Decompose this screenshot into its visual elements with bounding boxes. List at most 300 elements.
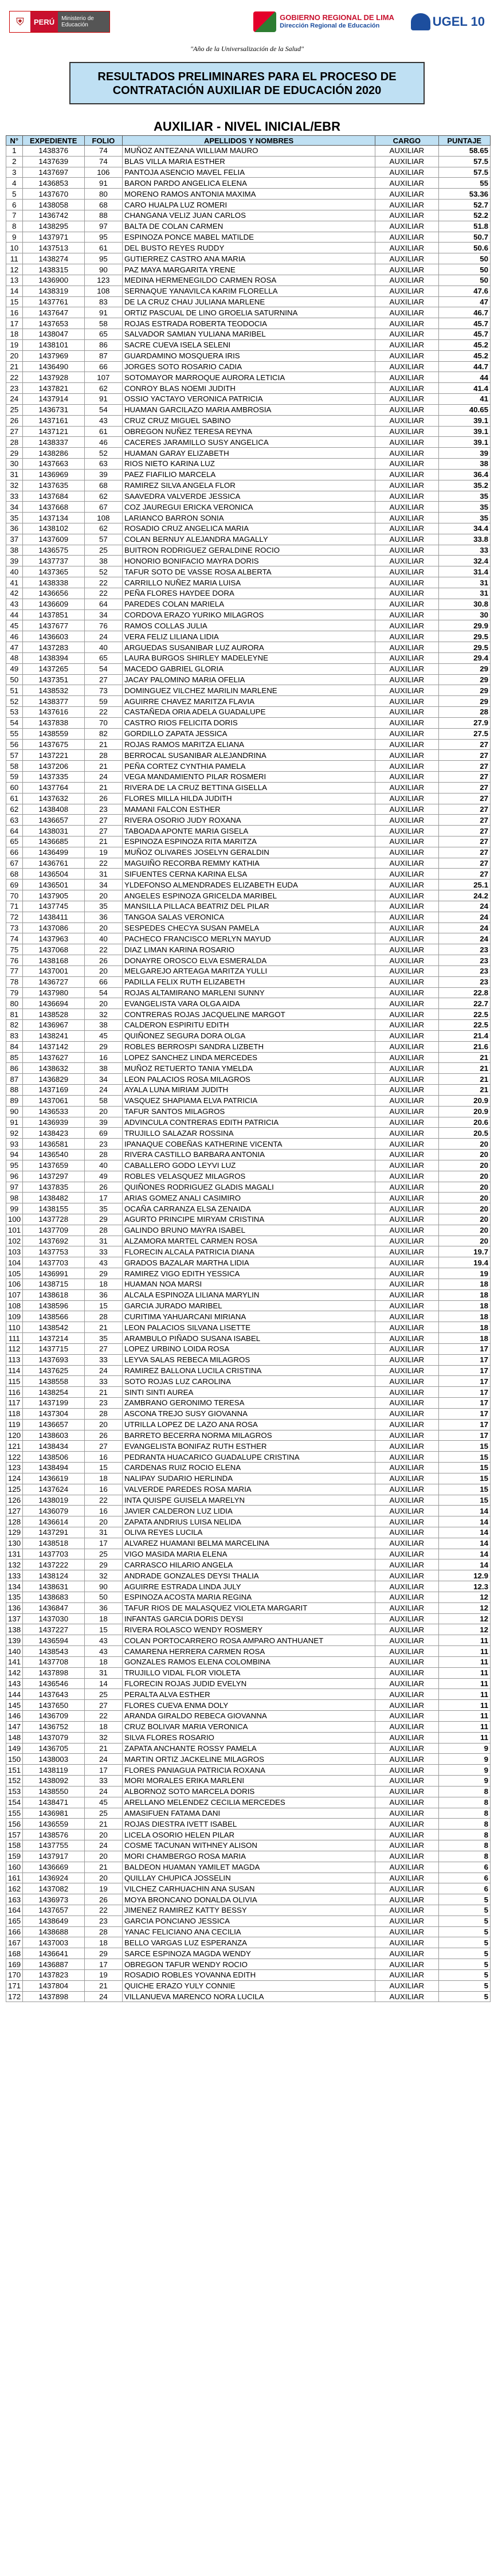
cell-cargo: AUXILIAR bbox=[375, 1506, 438, 1516]
table-row bbox=[6, 1635, 491, 1646]
cell-row-num: 35 bbox=[6, 513, 23, 523]
cell-row-num: 128 bbox=[6, 1516, 23, 1527]
cell-puntaje: 29.5 bbox=[438, 631, 490, 642]
cell-folio: 31 bbox=[84, 1527, 122, 1538]
cell-puntaje: 31.4 bbox=[438, 566, 490, 577]
cell-row-num: 105 bbox=[6, 1268, 23, 1279]
title-line1: RESULTADOS PRELIMINARES PARA EL PROCESO DE bbox=[97, 71, 397, 83]
cell-row-num: 163 bbox=[6, 1894, 23, 1905]
cell-row-num: 6 bbox=[6, 200, 23, 210]
table-row bbox=[6, 912, 491, 922]
table-row bbox=[6, 772, 491, 783]
cell-row-num: 169 bbox=[6, 1959, 23, 1970]
cell-row-num: 33 bbox=[6, 491, 23, 502]
cell-folio: 22 bbox=[84, 858, 122, 869]
cell-folio: 35 bbox=[84, 901, 122, 912]
table-row bbox=[6, 707, 491, 718]
cell-folio: 24 bbox=[84, 1840, 122, 1851]
table-row bbox=[6, 1602, 491, 1613]
cell-folio: 61 bbox=[84, 243, 122, 253]
table-row bbox=[6, 761, 491, 772]
cell-folio: 35 bbox=[84, 1203, 122, 1214]
cell-folio: 16 bbox=[84, 1052, 122, 1063]
cell-puntaje: 34.4 bbox=[438, 523, 490, 534]
cell-row-num: 130 bbox=[6, 1538, 23, 1549]
table-row bbox=[6, 793, 491, 804]
cell-expediente: 1437003 bbox=[22, 1937, 84, 1948]
cell-nombre: GRADOS BAZALAR MARTHA LIDIA bbox=[122, 1257, 375, 1268]
table-row bbox=[6, 296, 491, 307]
cell-folio: 31 bbox=[84, 1236, 122, 1246]
cell-row-num: 9 bbox=[6, 232, 23, 243]
cell-folio: 62 bbox=[84, 491, 122, 502]
cell-row-num: 156 bbox=[6, 1819, 23, 1830]
cell-nombre: CALDERON ESPIRITU EDITH bbox=[122, 1020, 375, 1031]
cell-cargo: AUXILIAR bbox=[375, 156, 438, 167]
cell-nombre: RIVERA OSORIO JUDY ROXANA bbox=[122, 815, 375, 826]
cell-cargo: AUXILIAR bbox=[375, 674, 438, 685]
table-row bbox=[6, 1592, 491, 1602]
cell-folio: 31 bbox=[84, 869, 122, 879]
cell-nombre: VILLANUEVA MARENCO NORA LUCILA bbox=[122, 1991, 375, 2002]
cell-expediente: 1436924 bbox=[22, 1873, 84, 1883]
table-row bbox=[6, 275, 491, 286]
cell-row-num: 21 bbox=[6, 361, 23, 372]
cell-folio: 24 bbox=[84, 1991, 122, 2002]
cell-puntaje: 44.7 bbox=[438, 361, 490, 372]
cell-cargo: AUXILIAR bbox=[375, 642, 438, 653]
cell-expediente: 1438338 bbox=[22, 577, 84, 588]
cell-row-num: 157 bbox=[6, 1830, 23, 1840]
cell-puntaje: 27 bbox=[438, 869, 490, 879]
cell-cargo: AUXILIAR bbox=[375, 955, 438, 966]
cell-puntaje: 27 bbox=[438, 826, 490, 836]
cell-expediente: 1437657 bbox=[22, 1905, 84, 1916]
table-row bbox=[6, 1776, 491, 1787]
cell-row-num: 81 bbox=[6, 1009, 23, 1020]
cell-nombre: SARCE ESPINOZA MAGDA WENDY bbox=[122, 1948, 375, 1959]
cell-cargo: AUXILIAR bbox=[375, 901, 438, 912]
table-row bbox=[6, 1916, 491, 1926]
cell-cargo: AUXILIAR bbox=[375, 1873, 438, 1883]
cell-cargo: AUXILIAR bbox=[375, 1052, 438, 1063]
cell-puntaje: 38 bbox=[438, 459, 490, 470]
cell-folio: 21 bbox=[84, 1862, 122, 1873]
table-row bbox=[6, 178, 491, 189]
cell-row-num: 85 bbox=[6, 1052, 23, 1063]
table-row bbox=[6, 577, 491, 588]
cell-nombre: ROBLES VELASQUEZ MILAGROS bbox=[122, 1171, 375, 1182]
cell-row-num: 71 bbox=[6, 901, 23, 912]
cell-folio: 24 bbox=[84, 631, 122, 642]
cell-folio: 29 bbox=[84, 1948, 122, 1959]
cell-row-num: 91 bbox=[6, 1117, 23, 1128]
cell-expediente: 1437917 bbox=[22, 1851, 84, 1862]
cell-row-num: 113 bbox=[6, 1354, 23, 1365]
cell-cargo: AUXILIAR bbox=[375, 502, 438, 513]
cell-folio: 27 bbox=[84, 1441, 122, 1452]
cell-row-num: 44 bbox=[6, 609, 23, 620]
cell-folio: 74 bbox=[84, 156, 122, 167]
table-row bbox=[6, 750, 491, 761]
cell-cargo: AUXILIAR bbox=[375, 836, 438, 847]
table-row bbox=[6, 1819, 491, 1830]
cell-folio: 20 bbox=[84, 1830, 122, 1840]
cell-folio: 28 bbox=[84, 750, 122, 761]
cell-folio: 18 bbox=[84, 1721, 122, 1732]
cell-folio: 33 bbox=[84, 1776, 122, 1787]
cell-folio: 91 bbox=[84, 307, 122, 318]
cell-row-num: 32 bbox=[6, 480, 23, 491]
table-row bbox=[6, 652, 491, 663]
cell-folio: 57 bbox=[84, 534, 122, 545]
cell-row-num: 75 bbox=[6, 944, 23, 955]
cell-puntaje: 45.2 bbox=[438, 339, 490, 350]
cell-cargo: AUXILIAR bbox=[375, 1246, 438, 1257]
cell-expediente: 1436694 bbox=[22, 998, 84, 1009]
cell-row-num: 3 bbox=[6, 167, 23, 178]
cell-row-num: 14 bbox=[6, 286, 23, 296]
cell-puntaje: 8 bbox=[438, 1808, 490, 1819]
table-row bbox=[6, 243, 491, 253]
cell-nombre: LEON PALACIOS ROSA MILAGROS bbox=[122, 1074, 375, 1085]
cell-row-num: 62 bbox=[6, 804, 23, 815]
cell-row-num: 154 bbox=[6, 1797, 23, 1808]
table-row bbox=[6, 674, 491, 685]
cell-row-num: 126 bbox=[6, 1495, 23, 1506]
cell-row-num: 59 bbox=[6, 772, 23, 783]
cell-nombre: SILVA FLORES ROSARIO bbox=[122, 1732, 375, 1743]
cell-expediente: 1438295 bbox=[22, 221, 84, 232]
cell-row-num: 159 bbox=[6, 1851, 23, 1862]
cell-puntaje: 21 bbox=[438, 1074, 490, 1085]
cell-puntaje: 27.5 bbox=[438, 728, 490, 739]
cell-expediente: 1437206 bbox=[22, 761, 84, 772]
cell-row-num: 22 bbox=[6, 372, 23, 383]
cell-cargo: AUXILIAR bbox=[375, 1160, 438, 1171]
cell-puntaje: 44 bbox=[438, 372, 490, 383]
cell-nombre: DIAZ LIMAN KARINA ROSARIO bbox=[122, 944, 375, 955]
cell-expediente: 1438482 bbox=[22, 1193, 84, 1203]
cell-expediente: 1438596 bbox=[22, 1300, 84, 1311]
cell-expediente: 1437632 bbox=[22, 793, 84, 804]
table-row bbox=[6, 1732, 491, 1743]
cell-expediente: 1437291 bbox=[22, 1527, 84, 1538]
table-row bbox=[6, 1300, 491, 1311]
cell-expediente: 1437627 bbox=[22, 1052, 84, 1063]
cell-cargo: AUXILIAR bbox=[375, 1354, 438, 1365]
cell-cargo: AUXILIAR bbox=[375, 1063, 438, 1074]
cell-nombre: ARANDA GIRALDO REBECA GIOVANNA bbox=[122, 1711, 375, 1722]
cell-nombre: AGUIRRE ESTRADA LINDA JULY bbox=[122, 1581, 375, 1592]
cell-folio: 23 bbox=[84, 804, 122, 815]
cell-expediente: 1437728 bbox=[22, 1214, 84, 1225]
cell-folio: 108 bbox=[84, 513, 122, 523]
cell-puntaje: 27 bbox=[438, 761, 490, 772]
cell-expediente: 1438319 bbox=[22, 286, 84, 296]
cell-row-num: 55 bbox=[6, 728, 23, 739]
cell-puntaje: 18 bbox=[438, 1289, 490, 1300]
cell-row-num: 158 bbox=[6, 1840, 23, 1851]
cell-folio: 66 bbox=[84, 976, 122, 987]
cell-row-num: 121 bbox=[6, 1441, 23, 1452]
cell-puntaje: 29 bbox=[438, 696, 490, 707]
cell-expediente: 1438434 bbox=[22, 1441, 84, 1452]
cell-nombre: VALVERDE PAREDES ROSA MARIA bbox=[122, 1484, 375, 1495]
cell-nombre: PANTOJA ASENCIO MAVEL FELIA bbox=[122, 167, 375, 178]
cell-folio: 38 bbox=[84, 1063, 122, 1074]
cell-folio: 73 bbox=[84, 685, 122, 696]
cell-cargo: AUXILIAR bbox=[375, 965, 438, 976]
cell-puntaje: 27 bbox=[438, 739, 490, 750]
cell-puntaje: 14 bbox=[438, 1559, 490, 1570]
cell-puntaje: 15 bbox=[438, 1452, 490, 1463]
cell-cargo: AUXILIAR bbox=[375, 339, 438, 350]
cell-expediente: 1437625 bbox=[22, 1365, 84, 1376]
cell-expediente: 1437214 bbox=[22, 1333, 84, 1344]
table-row bbox=[6, 631, 491, 642]
cell-nombre: CAMARENA HERRERA CARMEN ROSA bbox=[122, 1646, 375, 1657]
cell-puntaje: 29.9 bbox=[438, 620, 490, 631]
cell-nombre: VASQUEZ SHAPIAMA ELVA PATRICIA bbox=[122, 1095, 375, 1106]
cell-nombre: JORGES SOTO ROSARIO CADIA bbox=[122, 361, 375, 372]
table-row bbox=[6, 588, 491, 599]
cell-row-num: 16 bbox=[6, 307, 23, 318]
cell-puntaje: 20 bbox=[438, 1171, 490, 1182]
cell-cargo: AUXILIAR bbox=[375, 1948, 438, 1959]
cell-row-num: 60 bbox=[6, 782, 23, 793]
table-row bbox=[6, 200, 491, 210]
cell-puntaje: 5 bbox=[438, 1894, 490, 1905]
cell-puntaje: 11 bbox=[438, 1700, 490, 1711]
cell-row-num: 10 bbox=[6, 243, 23, 253]
cell-folio: 18 bbox=[84, 1279, 122, 1289]
table-row bbox=[6, 448, 491, 459]
cell-puntaje: 5 bbox=[438, 1980, 490, 1991]
cell-puntaje: 12 bbox=[438, 1624, 490, 1635]
cell-expediente: 1438566 bbox=[22, 1311, 84, 1322]
cell-puntaje: 14 bbox=[438, 1527, 490, 1538]
cell-cargo: AUXILIAR bbox=[375, 1786, 438, 1797]
cell-cargo: AUXILIAR bbox=[375, 1808, 438, 1819]
cell-nombre: PEÑA FLORES HAYDEE DORA bbox=[122, 588, 375, 599]
year-motto: "Año de la Universalización de la Salud" bbox=[190, 45, 304, 53]
table-row bbox=[6, 1214, 491, 1225]
cell-folio: 24 bbox=[84, 1365, 122, 1376]
cell-row-num: 15 bbox=[6, 296, 23, 307]
cell-folio: 43 bbox=[84, 1257, 122, 1268]
cell-nombre: LEYVA SALAS REBECA MILAGROS bbox=[122, 1354, 375, 1365]
table-row bbox=[6, 394, 491, 405]
cell-nombre: ORTIZ PASCUAL DE LINO GROELIA SATURNINA bbox=[122, 307, 375, 318]
table-row bbox=[6, 1398, 491, 1409]
cell-puntaje: 24 bbox=[438, 912, 490, 922]
cell-puntaje: 15 bbox=[438, 1463, 490, 1473]
cell-puntaje: 23 bbox=[438, 944, 490, 955]
cell-cargo: AUXILIAR bbox=[375, 1139, 438, 1150]
cell-row-num: 50 bbox=[6, 674, 23, 685]
table-row bbox=[6, 318, 491, 329]
cell-expediente: 1436829 bbox=[22, 1074, 84, 1085]
cell-folio: 52 bbox=[84, 448, 122, 459]
cell-row-num: 72 bbox=[6, 912, 23, 922]
cell-expediente: 1436969 bbox=[22, 469, 84, 480]
cell-expediente: 1437851 bbox=[22, 609, 84, 620]
cell-nombre: PEÑA CORTEZ CYNTHIA PAMELA bbox=[122, 761, 375, 772]
cell-nombre: ALCALA ESPINOZA LILIANA MARYLIN bbox=[122, 1289, 375, 1300]
col-header-puntaje: PUNTAJE bbox=[438, 136, 490, 146]
cell-puntaje: 40.65 bbox=[438, 404, 490, 415]
table-row bbox=[6, 1937, 491, 1948]
table-row bbox=[6, 1969, 491, 1980]
cell-folio: 64 bbox=[84, 599, 122, 609]
cell-row-num: 56 bbox=[6, 739, 23, 750]
cell-puntaje: 50 bbox=[438, 253, 490, 264]
table-row bbox=[6, 620, 491, 631]
cell-puntaje: 12 bbox=[438, 1613, 490, 1624]
cell-folio: 24 bbox=[84, 1786, 122, 1797]
cell-expediente: 1437980 bbox=[22, 987, 84, 998]
cell-cargo: AUXILIAR bbox=[375, 1678, 438, 1689]
cell-cargo: AUXILIAR bbox=[375, 1700, 438, 1711]
cell-puntaje: 11 bbox=[438, 1667, 490, 1678]
cell-nombre: CONTRERAS ROJAS JACQUELINE MARGOT bbox=[122, 1009, 375, 1020]
cell-folio: 38 bbox=[84, 1020, 122, 1031]
table-row bbox=[6, 534, 491, 545]
cell-puntaje: 6 bbox=[438, 1862, 490, 1873]
cell-puntaje: 51.8 bbox=[438, 221, 490, 232]
cell-folio: 45 bbox=[84, 1030, 122, 1041]
cell-expediente: 1437142 bbox=[22, 1041, 84, 1052]
cell-row-num: 24 bbox=[6, 394, 23, 405]
cell-cargo: AUXILIAR bbox=[375, 620, 438, 631]
cell-cargo: AUXILIAR bbox=[375, 1980, 438, 1991]
cell-row-num: 20 bbox=[6, 350, 23, 361]
cell-puntaje: 27 bbox=[438, 793, 490, 804]
table-row bbox=[6, 1862, 491, 1873]
cell-row-num: 102 bbox=[6, 1236, 23, 1246]
cell-nombre: LARIANCO BARRON SONIA bbox=[122, 513, 375, 523]
cell-nombre: COLAN BERNUY ALEJANDRA MAGALLY bbox=[122, 534, 375, 545]
cell-cargo: AUXILIAR bbox=[375, 1776, 438, 1787]
cell-nombre: UTRILLA LOPEZ DE LAZO ANA ROSA bbox=[122, 1419, 375, 1430]
cell-nombre: BARRETO BECERRA NORMA MILAGROS bbox=[122, 1430, 375, 1441]
cell-folio: 28 bbox=[84, 1311, 122, 1322]
cell-nombre: JACAY PALOMINO MARIA OFELIA bbox=[122, 674, 375, 685]
cell-nombre: VIGO MASIDA MARIA ELENA bbox=[122, 1549, 375, 1559]
cell-row-num: 119 bbox=[6, 1419, 23, 1430]
cell-cargo: AUXILIAR bbox=[375, 826, 438, 836]
cell-row-num: 38 bbox=[6, 545, 23, 556]
cell-nombre: ARAMBULO PIÑADO SUSANA ISABEL bbox=[122, 1333, 375, 1344]
cell-nombre: BALTA DE COLAN CARMEN bbox=[122, 221, 375, 232]
cell-row-num: 12 bbox=[6, 264, 23, 275]
cell-nombre: AGURTO PRINCIPE MIRYAM CRISTINA bbox=[122, 1214, 375, 1225]
cell-nombre: BUITRON RODRIGUEZ GERALDINE ROCIO bbox=[122, 545, 375, 556]
table-row bbox=[6, 890, 491, 901]
cell-cargo: AUXILIAR bbox=[375, 1279, 438, 1289]
cell-folio: 34 bbox=[84, 1074, 122, 1085]
table-row bbox=[6, 1873, 491, 1883]
cell-expediente: 1438423 bbox=[22, 1128, 84, 1139]
cell-puntaje: 18 bbox=[438, 1279, 490, 1289]
cell-puntaje: 18 bbox=[438, 1333, 490, 1344]
cell-expediente: 1438532 bbox=[22, 685, 84, 696]
cell-cargo: AUXILIAR bbox=[375, 588, 438, 599]
cell-folio: 50 bbox=[84, 1592, 122, 1602]
cell-nombre: SALVADOR SAMIAN YULIANA MARIBEL bbox=[122, 329, 375, 340]
cell-puntaje: 57.5 bbox=[438, 156, 490, 167]
table-row bbox=[6, 513, 491, 523]
cell-folio: 52 bbox=[84, 566, 122, 577]
cell-folio: 22 bbox=[84, 1905, 122, 1916]
cell-nombre: TRUJILLO SALAZAR ROSSINA bbox=[122, 1128, 375, 1139]
cell-row-num: 134 bbox=[6, 1581, 23, 1592]
cell-folio: 21 bbox=[84, 761, 122, 772]
cell-row-num: 101 bbox=[6, 1225, 23, 1236]
cell-row-num: 170 bbox=[6, 1969, 23, 1980]
cell-cargo: AUXILIAR bbox=[375, 1711, 438, 1722]
table-row bbox=[6, 264, 491, 275]
table-row bbox=[6, 976, 491, 987]
cell-cargo: AUXILIAR bbox=[375, 1905, 438, 1916]
cell-cargo: AUXILIAR bbox=[375, 1851, 438, 1862]
cell-puntaje: 27 bbox=[438, 815, 490, 826]
cell-expediente: 1436533 bbox=[22, 1106, 84, 1117]
cell-nombre: OSSIO YACTAYO VERONICA PATRICIA bbox=[122, 394, 375, 405]
cell-cargo: AUXILIAR bbox=[375, 728, 438, 739]
cell-row-num: 78 bbox=[6, 976, 23, 987]
cell-folio: 14 bbox=[84, 1678, 122, 1689]
table-row bbox=[6, 1581, 491, 1592]
cell-expediente: 1436731 bbox=[22, 404, 84, 415]
cell-nombre: YLDEFONSO ALMENDRADES ELIZABETH EUDA bbox=[122, 879, 375, 890]
table-row bbox=[6, 1203, 491, 1214]
cell-row-num: 96 bbox=[6, 1171, 23, 1182]
cell-cargo: AUXILIAR bbox=[375, 631, 438, 642]
cell-folio: 86 bbox=[84, 339, 122, 350]
cell-row-num: 30 bbox=[6, 459, 23, 470]
cell-cargo: AUXILIAR bbox=[375, 491, 438, 502]
cell-puntaje: 17 bbox=[438, 1398, 490, 1409]
cell-puntaje: 18 bbox=[438, 1300, 490, 1311]
cell-row-num: 118 bbox=[6, 1408, 23, 1419]
cell-row-num: 149 bbox=[6, 1743, 23, 1754]
cell-nombre: BELLO VARGAS LUZ ESPERANZA bbox=[122, 1937, 375, 1948]
cell-expediente: 1436727 bbox=[22, 976, 84, 987]
cell-nombre: NALIPAY SUDARIO HERLINDA bbox=[122, 1473, 375, 1484]
cell-cargo: AUXILIAR bbox=[375, 1937, 438, 1948]
cell-expediente: 1438550 bbox=[22, 1786, 84, 1797]
cell-row-num: 77 bbox=[6, 965, 23, 976]
cell-row-num: 129 bbox=[6, 1527, 23, 1538]
cell-cargo: AUXILIAR bbox=[375, 782, 438, 793]
cell-expediente: 1436641 bbox=[22, 1948, 84, 1959]
cell-puntaje: 5 bbox=[438, 1926, 490, 1937]
table-row bbox=[6, 480, 491, 491]
table-row bbox=[6, 1473, 491, 1484]
cell-folio: 16 bbox=[84, 1484, 122, 1495]
cell-expediente: 1436742 bbox=[22, 210, 84, 221]
cell-cargo: AUXILIAR bbox=[375, 383, 438, 394]
cell-folio: 107 bbox=[84, 372, 122, 383]
cell-expediente: 1437675 bbox=[22, 739, 84, 750]
table-row bbox=[6, 1808, 491, 1819]
cell-cargo: AUXILIAR bbox=[375, 534, 438, 545]
cell-nombre: AYALA LUNA MIRIAM JUDITH bbox=[122, 1085, 375, 1096]
cell-nombre: LICELA OSORIO HELEN PILAR bbox=[122, 1830, 375, 1840]
cell-folio: 39 bbox=[84, 1117, 122, 1128]
